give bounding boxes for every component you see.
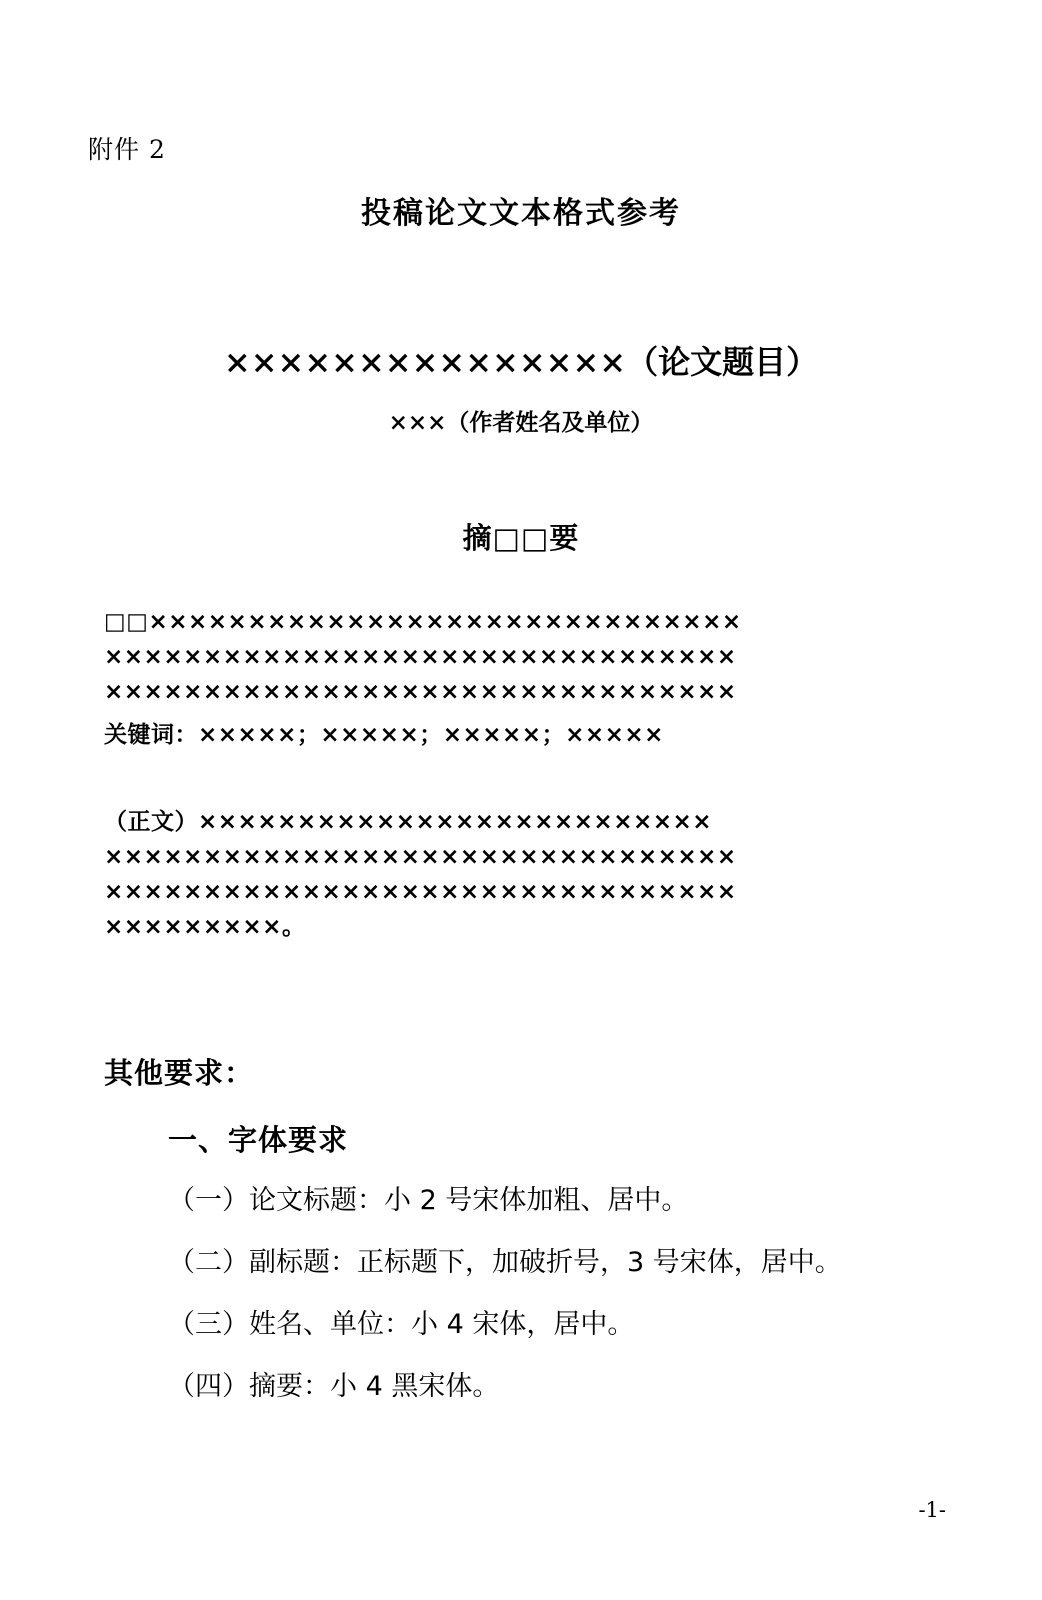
keywords-line <box>104 718 954 753</box>
page-number: -1- <box>918 1498 946 1522</box>
keywords-text: 关键词：×××××；×××××；×××××；××××× <box>104 722 664 748</box>
page-title: 投稿论文文本格式参考 <box>361 196 681 231</box>
attachment-label: 附件 2 <box>88 135 166 164</box>
main-text-line: ×××××××××××××××××××××××××××××××× <box>104 879 737 905</box>
section-heading-font-requirements: 一、字体要求 <box>168 1123 349 1157</box>
other-requirements-heading: 其他要求： <box>104 1056 255 1090</box>
requirement-item: （二）副标题：正标题下，加破折号，3 号宋体，居中。 <box>168 1247 842 1278</box>
main-text-line: ×××××××××。 <box>104 914 306 940</box>
abstract-line: □□×××××××××××××××××××××××××××××× <box>104 609 742 635</box>
main-text-body <box>104 805 954 945</box>
requirement-item: （三）姓名、单位：小 4 宋体，居中。 <box>168 1309 635 1340</box>
abstract-heading: 摘□□要 <box>462 521 580 555</box>
main-text-line: ×××××××××××××××××××××××××××××××× <box>104 844 737 870</box>
abstract-line: ×××××××××××××××××××××××××××××××× <box>104 679 737 705</box>
main-text-line: （正文）×××××××××××××××××××××××××× <box>104 809 713 835</box>
requirement-item: （一）论文标题：小 2 号宋体加粗、居中。 <box>168 1185 689 1216</box>
abstract-line: ×××××××××××××××××××××××××××××××× <box>104 644 737 670</box>
paper-title-placeholder: ×××××××××××××××（论文题目） <box>223 343 819 381</box>
requirement-item: （四）摘要：小 4 黑宋体。 <box>168 1371 500 1402</box>
abstract-body <box>104 605 954 710</box>
paper-author-placeholder: ×××（作者姓名及单位） <box>388 409 654 436</box>
